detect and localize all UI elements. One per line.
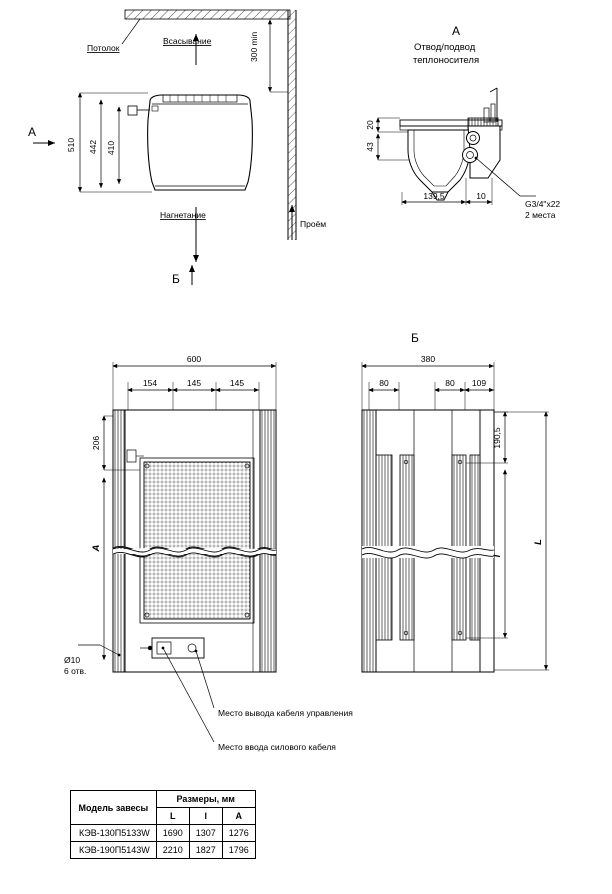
cell-l: 1307 [189,825,222,842]
dim-20-text: 20 [365,120,375,130]
dim-600-text: 600 [186,354,202,364]
dim-43 [378,134,410,160]
dim-154-text: 154 [142,378,158,388]
spec-table [70,790,256,859]
table-header-row [71,791,256,808]
th-L: L [156,808,189,825]
ceiling-label-leader [122,19,140,44]
dim-300min [270,20,288,92]
dim-206-text: 206 [91,435,101,451]
thread-label-1: G3/4"x22 [525,199,561,209]
dim-139-5-text: 139,5 [423,191,445,201]
detail-A-caption-1: Отвод/подвод [414,42,476,53]
table-row [71,825,256,842]
cell-model: КЭВ-190П5143W [71,842,157,859]
section-B-letter: Б [172,272,180,286]
side-view-body [362,410,494,672]
unit-body-side [128,95,252,190]
cell-L: 2210 [156,842,189,859]
ceiling-hatch [125,10,290,19]
th-A: A [222,808,255,825]
dim-190-5-text: 190,5 [492,427,502,449]
dim-80b-text: 80 [445,378,455,388]
dim-L-text: L [533,539,544,545]
dim-300min-text: 300 min [249,31,259,62]
th-l: l [189,808,222,825]
dim-145b-text: 145 [229,378,245,388]
label-discharge: Нагнетание [160,210,206,220]
dim-410-text: 410 [106,140,116,156]
hole-label-1: Ø10 [64,655,81,665]
dim-510-text: 510 [66,137,76,153]
section-A-letter: А [28,125,37,139]
label-suction: Всасывание [163,36,212,46]
detail-A-title: А [452,24,461,38]
table-row [71,842,256,859]
detail-A-caption-2: теплоносителя [413,55,480,66]
cell-A: 1276 [222,825,255,842]
dim-380-text: 380 [420,354,436,364]
dim-442-text: 442 [88,139,98,155]
cell-L: 1690 [156,825,189,842]
th-dimensions-group: Размеры, мм [156,791,255,808]
dim-A-text: A [91,544,102,552]
dim-80a-text: 80 [379,378,389,388]
note-control-cable: Место вывода кабеля управления [218,708,353,718]
thread-label-2: 2 места [525,210,556,220]
detail-A-body [400,88,502,200]
label-opening: Проём [300,219,327,229]
dim-109-text: 109 [471,378,487,388]
th-model: Модель завесы [71,791,157,825]
dim-145a-text: 145 [186,378,202,388]
cell-model: КЭВ-130П5133W [71,825,157,842]
note-power-cable: Место ввода силового кабеля [218,742,336,752]
dim-43-text: 43 [365,142,375,152]
dim-l-text: l [492,554,503,558]
cell-l: 1827 [189,842,222,859]
dim-10-text: 10 [476,191,486,201]
section-B-title: Б [411,331,419,345]
cell-A: 1796 [222,842,255,859]
label-ceiling: Потолок [87,43,120,53]
hole-label-2: 6 отв. [64,666,87,676]
front-view-body [113,410,276,672]
